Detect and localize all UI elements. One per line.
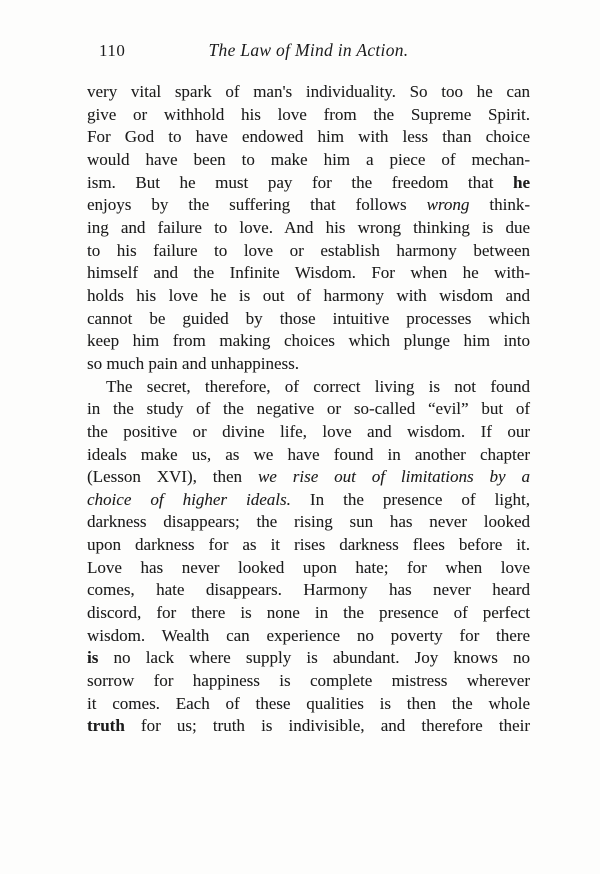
text-line [87, 715, 530, 738]
text-segment: himself and the Infinite Wisdom. For when he with- [87, 263, 530, 283]
text-segment: wisdom. Wealth can experience no poverty for there [87, 625, 530, 645]
text-line [87, 579, 530, 602]
text-line [87, 353, 530, 376]
text-line [87, 647, 530, 670]
text-segment: choice of higher ideals. [87, 489, 291, 509]
text-segment: upon darkness for as it rises darkness flees before it. [87, 535, 530, 555]
text-line [87, 81, 530, 104]
text-line [87, 172, 530, 195]
text-segment: wrong [426, 195, 470, 215]
text-segment: to his failure to love or establish harmony between [87, 240, 530, 260]
text-segment: darkness disappears; the rising sun has never looked [87, 512, 530, 532]
text-segment: truth [87, 716, 125, 736]
text-segment: keep him from making choices which plunge him into [87, 331, 530, 351]
text-line [87, 149, 530, 172]
text-segment: give or withhold his love from the Supreme Spirit. [87, 104, 530, 124]
text-line [87, 398, 530, 421]
text-segment: discord, for there is none in the presence of perfect [87, 603, 530, 623]
text-line [87, 194, 530, 217]
text-segment: would have been to make him a piece of mechan- [87, 149, 530, 169]
text-segment: The secret, therefore, of correct living is not found [106, 376, 530, 396]
text-segment: sorrow for happiness is complete mistress wherever [87, 671, 530, 691]
text-segment: ing and failure to love. And his wrong thinking is due [87, 217, 530, 237]
text-line [87, 557, 530, 580]
text-line [87, 511, 530, 534]
text-line [87, 330, 530, 353]
text-segment: he [513, 172, 530, 192]
text-segment: in the study of the negative or so-called “evil” but of [87, 399, 530, 419]
text-segment: so much pain and unhappiness. [87, 353, 299, 373]
text-segment: ideals make us, as we have found in another chapter [87, 444, 530, 464]
text-line [87, 126, 530, 149]
text-segment: think- [469, 195, 530, 215]
text-line [87, 217, 530, 240]
text-segment: no lack where supply is abundant. Joy knows no [98, 648, 530, 668]
text-segment: the positive or divine life, love and wisdom. If our [87, 421, 530, 441]
text-line [87, 693, 530, 716]
text-line [87, 240, 530, 263]
text-segment: very vital spark of man's individuality. So too he can [87, 82, 530, 101]
text-segment: cannot be guided by those intuitive processes which [87, 308, 530, 328]
text-line [87, 466, 530, 489]
page-header [87, 40, 530, 64]
text-line [87, 444, 530, 467]
text-line [87, 262, 530, 285]
text-segment: ism. But he must pay for the freedom that [87, 172, 513, 192]
text-line [87, 625, 530, 648]
text-segment: For God to have endowed him with less than choice [87, 127, 530, 147]
text-segment: In the presence of light, [290, 489, 531, 509]
text-line [87, 308, 530, 331]
text-line [87, 376, 530, 399]
text-segment: Love has never looked upon hate; for when love [87, 557, 530, 577]
text-segment: it comes. Each of these qualities is then the whole [87, 693, 530, 713]
running-title: The Law of Mind in Action. [208, 40, 409, 60]
text-line [87, 104, 530, 127]
text-segment: enjoys by the suffering that follows [87, 195, 427, 215]
text-segment: comes, hate disappears. Harmony has never heard [87, 580, 530, 600]
text-segment: is [87, 648, 99, 668]
text-line [87, 421, 530, 444]
text-segment: holds his love he is out of harmony with wisdom and [87, 285, 530, 305]
page-number: 110 [99, 41, 126, 60]
text-segment: (Lesson XVI), then [87, 467, 258, 487]
text-line [87, 670, 530, 693]
text-line [87, 534, 530, 557]
text-segment: for us; truth is indivisible, and therefore their [124, 716, 530, 736]
body-text [87, 81, 530, 738]
text-line [87, 602, 530, 625]
text-line [87, 285, 530, 308]
text-segment: we rise out of limitations by a [257, 467, 531, 487]
text-line [87, 489, 530, 512]
